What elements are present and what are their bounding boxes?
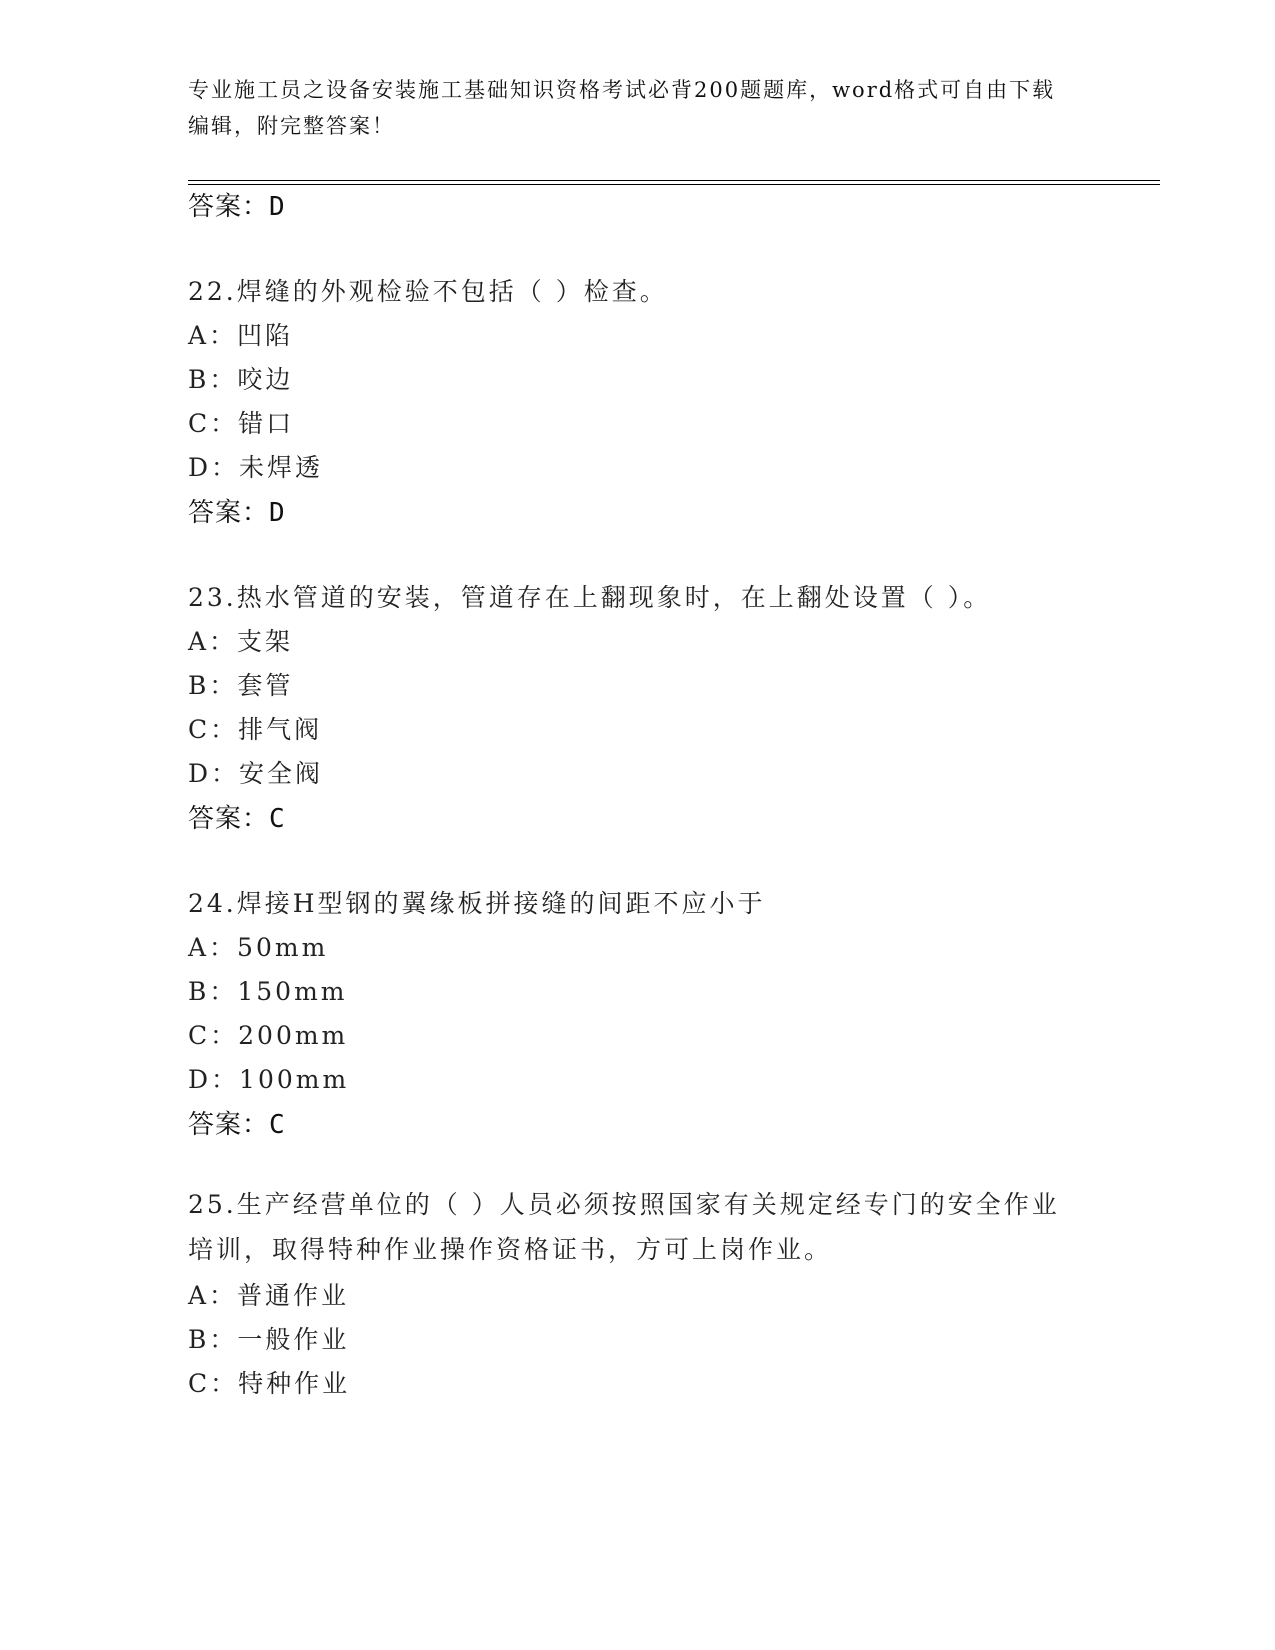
- option-c: C：200mm: [188, 1021, 349, 1050]
- option-b: B：套管: [188, 671, 294, 700]
- option-c: C：错口: [188, 409, 295, 438]
- question-text: 22.焊缝的外观检验不包括（ ）检查。: [188, 277, 668, 306]
- document-header: 专业施工员之设备安装施工基础知识资格考试必背200题题库，word格式可自由下载编辑，附完整答案！: [188, 78, 1056, 138]
- question-text: 23.热水管道的安装，管道存在上翻现象时，在上翻处设置（ ）。: [188, 583, 992, 612]
- question-text: 24.焊接H型钢的翼缘板拼接缝的间距不应小于: [188, 889, 766, 918]
- option-c: C：排气阀: [188, 715, 323, 744]
- option-b: B：一般作业: [188, 1325, 350, 1354]
- answer-line: 答案：C: [188, 1110, 286, 1140]
- option-a: A：普通作业: [188, 1281, 350, 1310]
- option-c: C：特种作业: [188, 1369, 351, 1398]
- question-text: 25.生产经营单位的（ ）人员必须按照国家有关规定经专门的安全作业培训，取得特种作业操作资格证书，方可上岗作业。: [188, 1190, 1060, 1264]
- header-divider-top: [188, 180, 1160, 181]
- header-divider-bottom: [188, 184, 1160, 185]
- answer-line: 答案：D: [188, 192, 286, 222]
- option-a: A：凹陷: [188, 321, 294, 350]
- option-a: A：50mm: [188, 933, 329, 962]
- option-a: A：支架: [188, 627, 294, 656]
- option-b: B：咬边: [188, 365, 294, 394]
- option-d: D：100mm: [188, 1065, 350, 1094]
- answer-line: 答案：D: [188, 498, 286, 528]
- answer-line: 答案：C: [188, 804, 286, 834]
- option-b: B：150mm: [188, 977, 348, 1006]
- option-d: D：未焊透: [188, 453, 324, 482]
- option-d: D：安全阀: [188, 759, 324, 788]
